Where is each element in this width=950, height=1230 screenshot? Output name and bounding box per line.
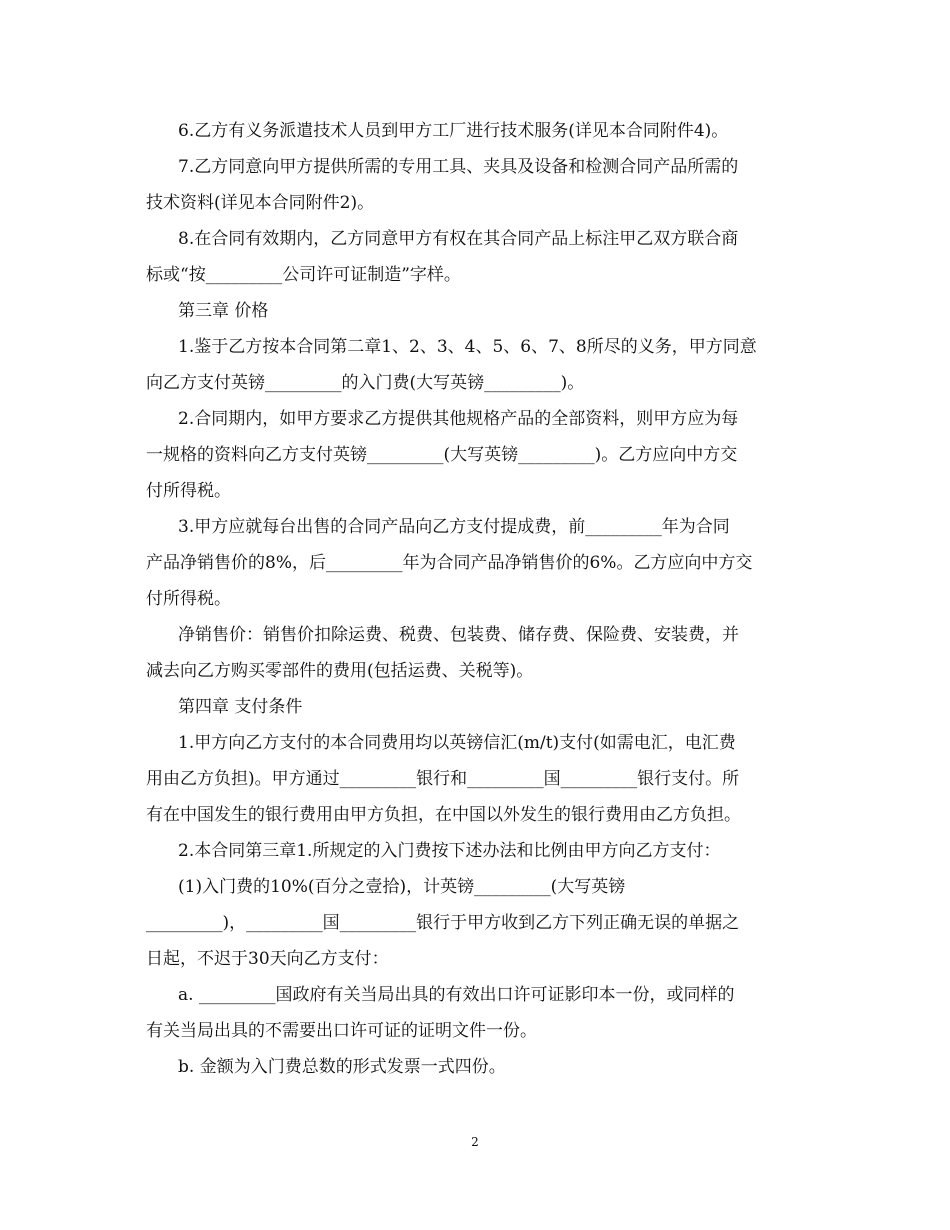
text-line: 日起，不迟于30天向乙方支付： [146,949,389,969]
text-line: 3.甲方应就每台出售的合同产品向乙方支付提成费，前_________年为合同 [178,517,730,537]
chapter-3-clause-3 [146,509,806,617]
text-line: 1.鉴于乙方按本合同第二章1、2、3、4、5、6、7、8所尽的义务，甲方同意 [178,337,757,357]
chapter-4-clause-1 [146,725,806,833]
text-line: 第四章 支付条件 [178,697,303,717]
chapter-4-clause-2 [146,833,806,869]
clause-6 [146,113,806,149]
chapter-3-clause-1 [146,329,806,401]
text-line: 有关当局出具的不需要出口许可证的证明文件一份。 [146,1021,537,1041]
text-line: 付所得税。 [146,481,231,501]
net-sales-price-definition [146,617,806,689]
chapter-4-heading [146,689,806,725]
text-line: 净销售价：销售价扣除运费、税费、包装费、储存费、保险费、安装费，并 [178,625,739,645]
document-item-b [146,1049,806,1085]
text-line: 2.合同期内，如甲方要求乙方提供其他规格产品的全部资料，则甲方应为每 [178,409,739,429]
chapter-3-clause-2 [146,401,806,509]
text-line: 2.本合同第三章1.所规定的入门费按下述办法和比例由甲方向乙方支付： [178,841,721,861]
text-line: b. 金额为入门费总数的形式发票一式四份。 [178,1057,506,1077]
text-line: 8.在合同有效期内，乙方同意甲方有权在其合同产品上标注甲乙双方联合商 [178,229,739,249]
document-item-a [146,977,806,1049]
text-line: 技术资料(详见本合同附件2)。 [146,193,375,213]
page-number: 2 [471,1135,479,1149]
chapter-4-clause-2-item-1 [146,869,806,977]
text-line: 第三章 价格 [178,301,269,321]
text-line: 向乙方支付英镑_________的入门费(大写英镑_________)。 [146,373,585,393]
text-line: 一规格的资料向乙方支付英镑_________(大写英镑_________)。乙方应向中方交 [146,445,738,465]
clause-8 [146,221,806,293]
text-line: a. _________国政府有关当局出具的有效出口许可证影印本一份，或同样的 [178,985,735,1005]
text-line: 标或“按_________公司许可证制造”字样。 [146,265,461,285]
chapter-3-heading [146,293,806,329]
text-line: 减去向乙方购买零部件的费用(包括运费、关税等)。 [146,661,534,681]
clause-7 [146,149,806,221]
text-line: 1.甲方向乙方支付的本合同费用均以英镑信汇(m/t)支付(如需电汇，电汇费 [178,733,736,753]
text-line: 产品净销售价的8%，后_________年为合同产品净销售价的6%。乙方应向中方交 [146,553,753,573]
text-line: 有在中国发生的银行费用由甲方负担，在中国以外发生的银行费用由乙方负担。 [146,805,741,825]
text-line: 6.乙方有义务派遣技术人员到甲方工厂进行技术服务(详见本合同附件4)。 [178,121,729,141]
text-line: 用由乙方负担)。甲方通过_________银行和_________国_________银行支付。所 [146,769,740,789]
text-line: 7.乙方同意向甲方提供所需的专用工具、夹具及设备和检测合同产品所需的 [178,157,739,177]
text-line: (1)入门费的10%(百分之壹拾)，计英镑_________(大写英镑 [178,877,626,897]
text-line: _________)，_________国_________银行于甲方收到乙方下列正确无误的单据之 [146,913,740,933]
text-line: 付所得税。 [146,589,231,609]
